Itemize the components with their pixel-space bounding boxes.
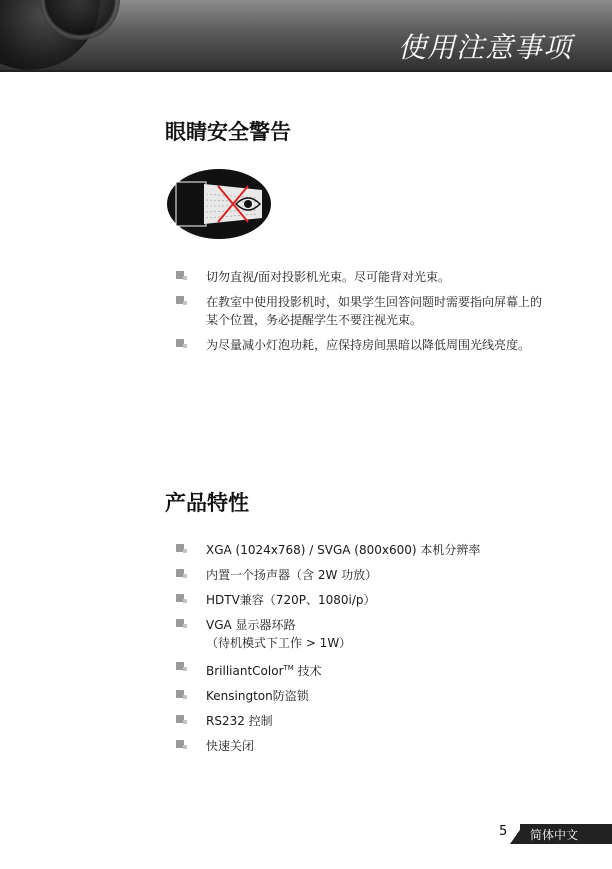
list-item: 内置一个扬声器（含 2W 功放） [176, 566, 586, 584]
bullet-icon [176, 594, 187, 605]
bullet-icon [176, 296, 187, 307]
bullet-icon [176, 715, 187, 726]
header-rule [0, 70, 612, 72]
list-item: VGA 显示器环路 （待机模式下工作 > 1W） [176, 616, 586, 652]
list-item: 在教室中使用投影机时，如果学生回答问题时需要指向屏幕上的 某个位置，务必提醒学生不要注视光束。 [176, 293, 586, 329]
bullet-icon [176, 690, 187, 701]
bullet-icon [176, 544, 187, 555]
list-item: RS232 控制 [176, 712, 586, 730]
trademark-mark: TM [283, 664, 294, 672]
bullet-icon [176, 662, 187, 673]
bullet-icon [176, 619, 187, 630]
footer-language-label: 简体中文 [530, 828, 579, 842]
features-heading: 产品特性 [165, 491, 249, 515]
bullet-icon [176, 339, 187, 350]
bullet-icon [176, 569, 187, 580]
list-item: Kensington防盗锁 [176, 687, 586, 705]
eye-warning-icon [166, 168, 272, 240]
features-list [176, 541, 586, 755]
page-title: 使用注意事项 [397, 31, 572, 64]
list-item: HDTV兼容（720P、1080i/p） [176, 591, 586, 609]
bullet-icon [176, 271, 187, 282]
list-item: 为尽量减小灯泡功耗，应保持房间黑暗以降低周围光线亮度。 [176, 336, 586, 354]
list-item: 快速关闭 [176, 737, 586, 755]
page-number: 5 [499, 824, 508, 839]
bullet-icon [176, 740, 187, 751]
list-item: BrilliantColor™ 技术 [176, 659, 586, 680]
eye-safety-heading: 眼睛安全警告 [165, 120, 291, 144]
eye-safety-list [176, 268, 586, 354]
list-item: 切勿直视/面对投影机光束。尽可能背对光束。 [176, 268, 586, 286]
list-item: XGA (1024x768) / SVGA (800x600) 本机分辨率 [176, 541, 586, 559]
